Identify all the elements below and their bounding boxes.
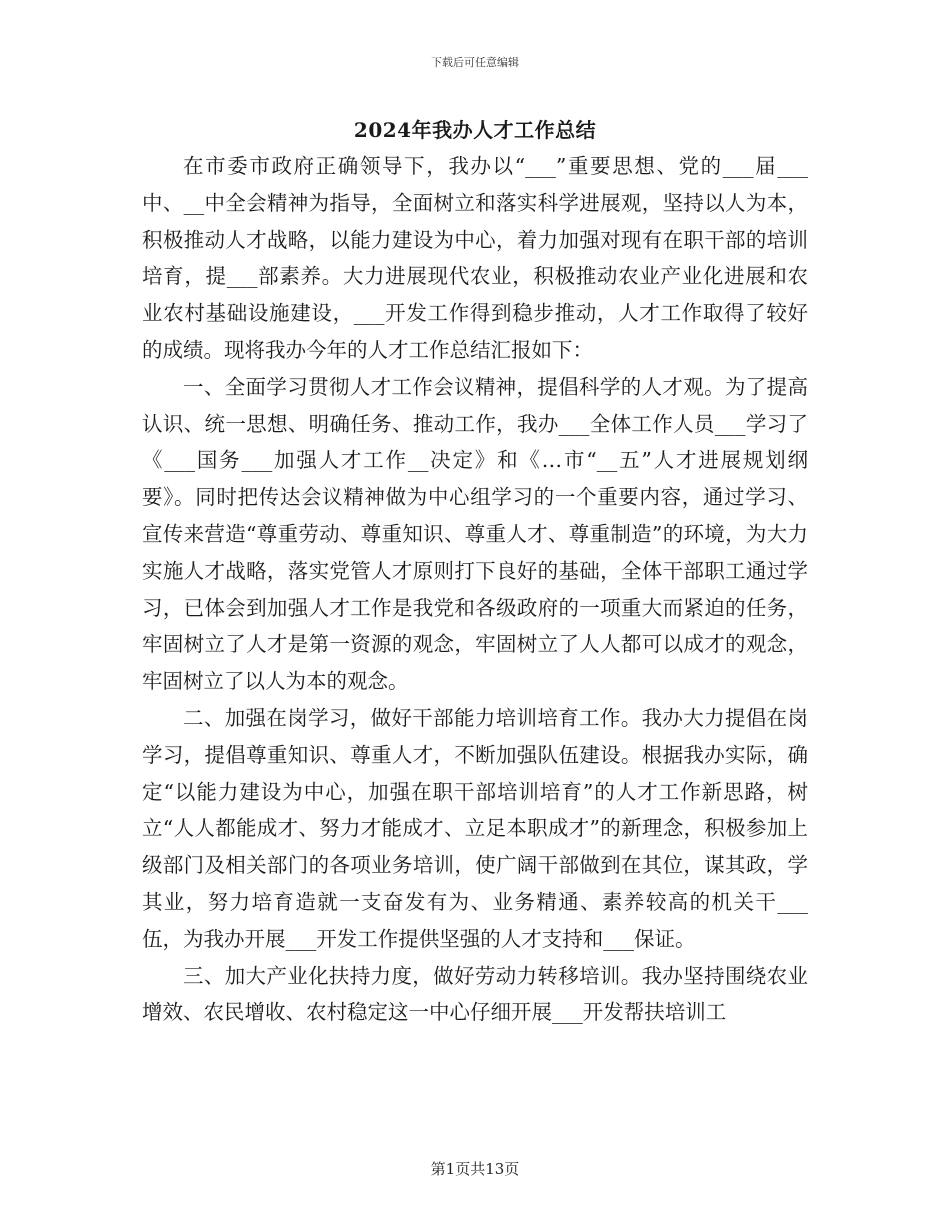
paragraph-section-3: 三、加大产业化扶持力度，做好劳动力转移培训。我办坚持围绕农业增效、农民增收、农村稳定这一中心仔细开展___开发帮扶培训工 (142, 963, 808, 1025)
paragraph-intro: 在市委市政府正确领导下，我办以“___”重要思想、党的___届___中、__中全会精神为指导，全面树立和落实科学进展观，坚持以人为本，积极推动人才战略，以能力建设为中心，着力加强对现有在职干部的培训培育，提___部素养。大力进展现代农业，积极推动农业产业化进展和农业农村基础设施建设，___开发工作得到稳步推动，人才工作取得了较好的成绩。现将我办今年的人才工作总结汇报如下： (142, 154, 808, 362)
paragraph-section-2: 二、加强在岗学习，做好干部能力培训培育工作。我办大力提倡在岗学习，提倡尊重知识、尊重人才，不断加强队伍建设。根据我办实际，确定“以能力建设为中心，加强在职干部培训培育”的人才工作新思路，树立“人人都能成才、努力才能成才、立足本职成才”的新理念，积极参加上级部门及相关部门的各项业务培训，使广阔干部做到在其位，谋其政，学其业，努力培育造就一支奋发有为、业务精通、素养较高的机关干___伍，为我办开展___开发工作提供坚强的人才支持和___保证。 (142, 705, 808, 951)
page-footer: 第1页共13页 (430, 1160, 520, 1178)
paragraph-section-1: 一、全面学习贯彻人才工作会议精神，提倡科学的人才观。为了提高认识、统一思想、明确任务、推动工作，我办___全体工作人员___学习了《___国务___加强人才工作__决定》和《…市“__五”人才进展规划纲要》。同时把传达会议精神做为中心组学习的一个重要内容，通过学习、宣传来营造“尊重劳动、尊重知识、尊重人才、尊重制造”的环境，为大力实施人才战略，落实党管人才原则打下良好的基础，全体干部职工通过学习，已体会到加强人才工作是我党和各级政府的一项重大而紧迫的任务，牢固树立了人才是第一资源的观念，牢固树立了人人都可以成才的观念，牢固树立了以人为本的观念。 (142, 374, 808, 694)
document-title: 2024年我办人才工作总结 (353, 118, 597, 142)
document-body (142, 148, 808, 1031)
header-note: 下载后可任意编辑 (431, 56, 519, 69)
